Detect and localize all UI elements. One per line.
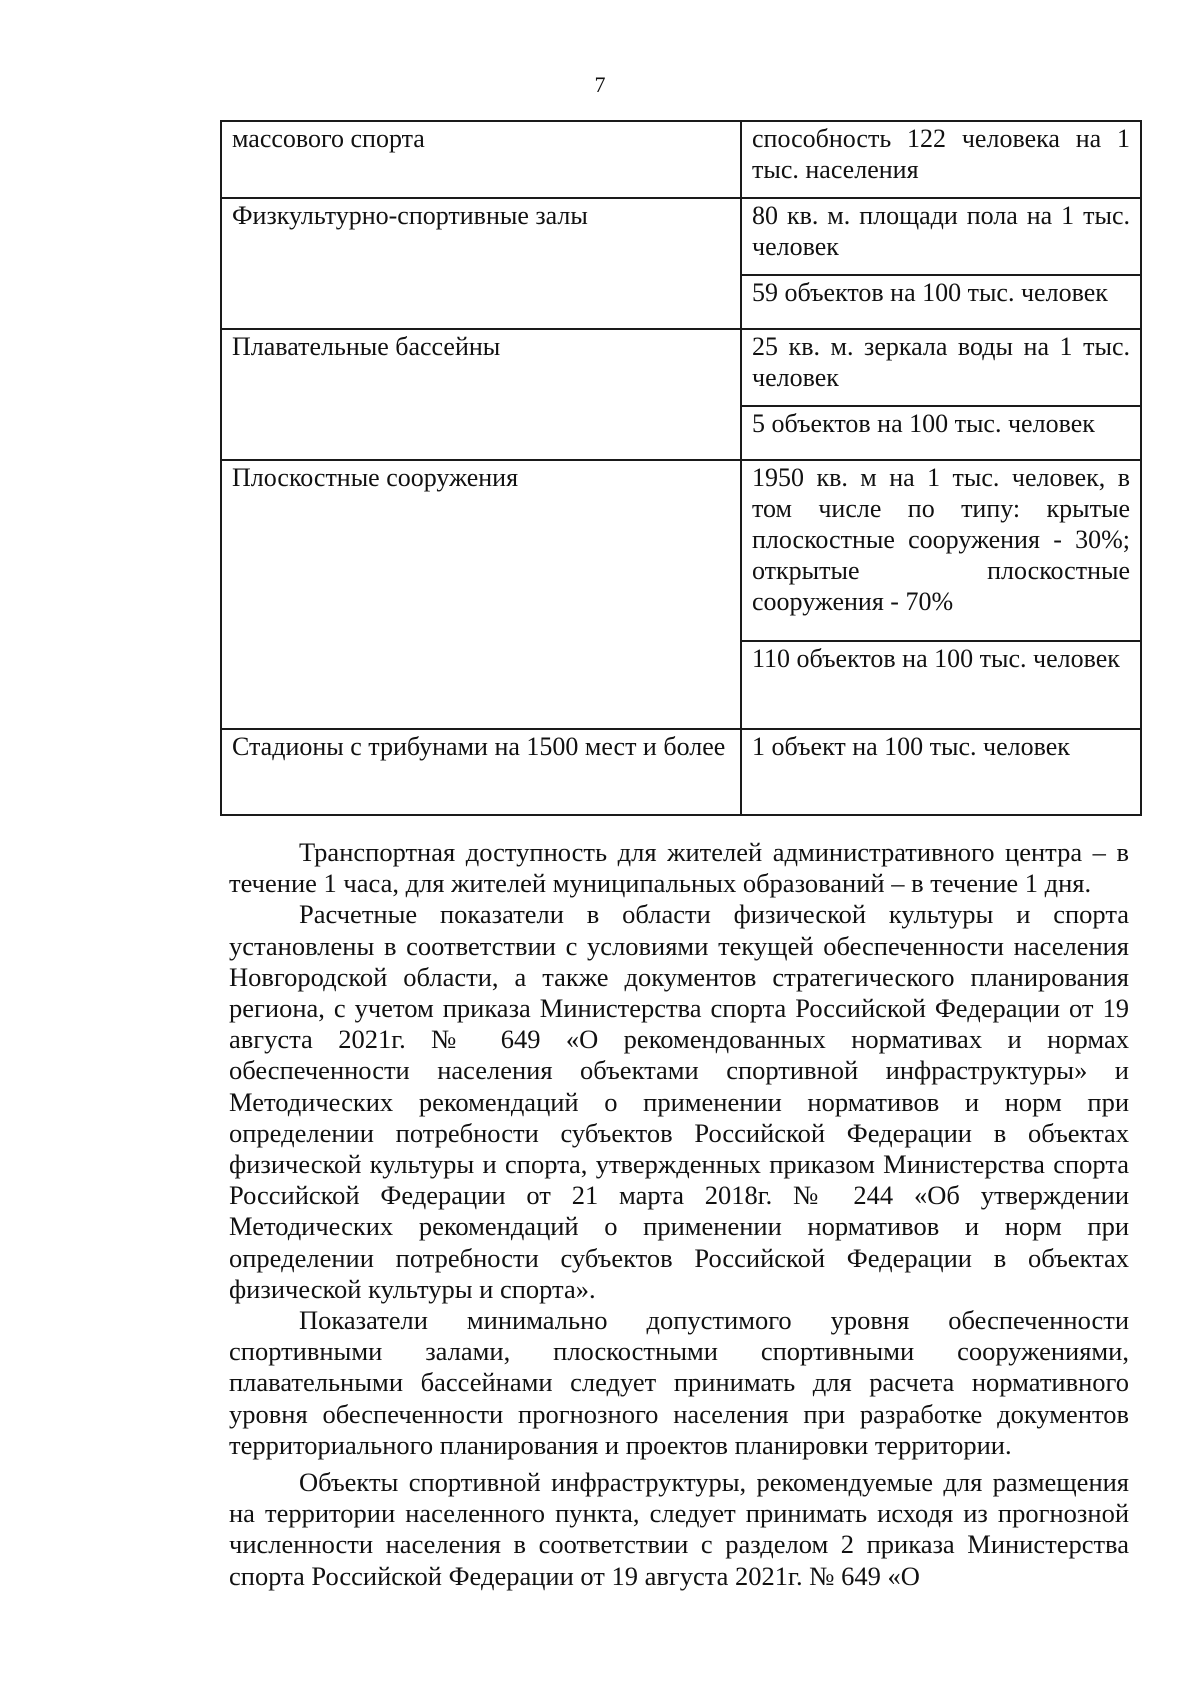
paragraph-indicators: Расчетные показатели в области физической культуры и спорта установлены в соответствии с условиями текущей обеспеченности населения Новгородской области, а также документов стратегического планирования региона, с учетом приказа Министерства спорта Российской Федерации от 19 августа 2021г. № 649 «О рекомендованных нормативах и нормах обеспеченности населения объектами спортивной инфраструктуры» и Методических рекомендаций о применении нормативов и норм при определении потребности субъектов Российской Федерации в объектах физической культуры и спорта, утвержденных приказом Министерства спорта Российской Федерации от 21 марта 2018г. № 244 «Об утверждении Методических рекомендаций о применении нормативов и норм при определении потребности субъектов Российской Федерации в объектах физической культуры и спорта». <box>229 899 1129 1304</box>
norm-cell: 80 кв. м. площади пола на 1 тыс. человек <box>741 198 1141 275</box>
norm-cell: 25 кв. м. зеркала воды на 1 тыс. человек <box>741 329 1141 406</box>
norm-cell: 5 объектов на 100 тыс. человек <box>741 406 1141 460</box>
table-row <box>221 121 1141 198</box>
table-row <box>221 460 1141 641</box>
facility-cell: Плавательные бассейны <box>221 329 741 460</box>
norm-cell: способность 122 человека на 1 тыс. населения <box>741 121 1141 198</box>
paragraph-minimum-level: Показатели минимально допустимого уровня обеспеченности спортивными залами, плоскостными спортивными сооружениями, плавательными бассейнами следует принимать для расчета нормативного уровня обеспеченности прогнозного населения при разработке документов территориального планирования и проектов планировки территории. <box>229 1305 1129 1460</box>
body-text <box>229 837 1129 1592</box>
paragraph-transport: Транспортная доступность для жителей административного центра – в течение 1 часа, для жителей муниципальных образований – в течение 1 дня. <box>229 837 1129 899</box>
facility-cell: Стадионы с трибунами на 1500 мест и более <box>221 729 741 815</box>
table-row <box>221 198 1141 275</box>
page-number: 7 <box>594 72 606 97</box>
sports-norms-table <box>220 120 1142 816</box>
norm-cell: 59 объектов на 100 тыс. человек <box>741 275 1141 329</box>
table-row <box>221 729 1141 815</box>
facility-cell: Физкультурно-спортивные залы <box>221 198 741 329</box>
norm-cell: 1 объект на 100 тыс. человек <box>741 729 1141 815</box>
paragraph-infrastructure: Объекты спортивной инфраструктуры, рекомендуемые для размещения на территории населенного пункта, следует принимать исходя из прогнозной численности населения в соответствии с разделом 2 приказа Министерства спорта Российской Федерации от 19 августа 2021г. № 649 «О <box>229 1467 1129 1591</box>
facility-cell: Плоскостные сооружения <box>221 460 741 729</box>
facility-cell: массового спорта <box>221 121 741 198</box>
table-row <box>221 329 1141 406</box>
norm-cell: 110 объектов на 100 тыс. человек <box>741 641 1141 729</box>
norm-cell: 1950 кв. м на 1 тыс. человек, в том числе по типу: крытые плоскостные сооружения - 30%; открытые плоскостные сооружения - 70% <box>741 460 1141 641</box>
